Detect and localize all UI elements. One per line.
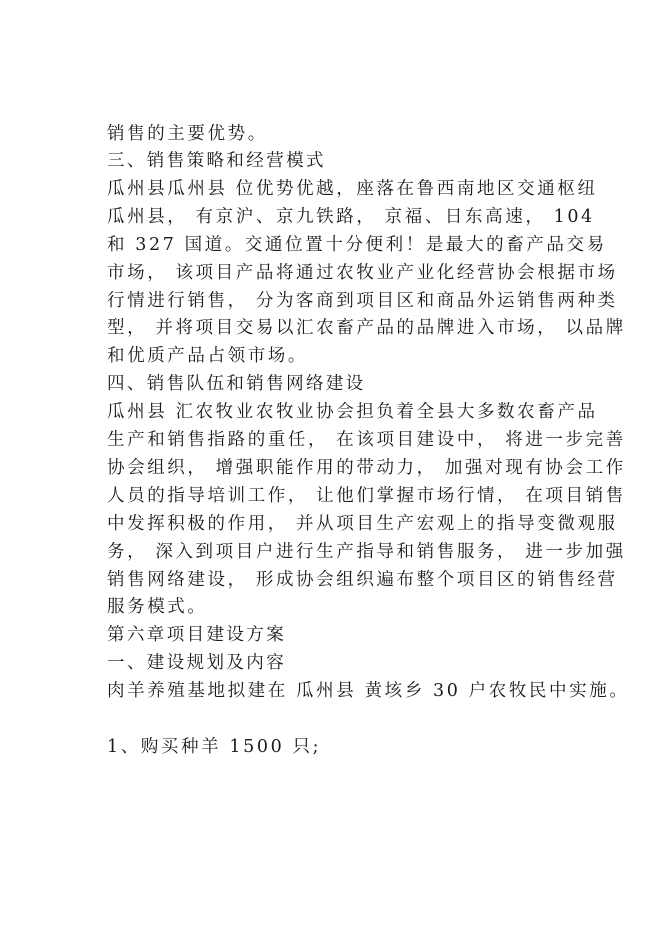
list-item: 1、购买种羊 1500 只; [107, 737, 322, 757]
paragraph-line: 销售的主要优势。 [107, 124, 268, 144]
paragraph-line: 生产和销售指路的重任， 在该项目建设中， 将进一步完善 [107, 430, 626, 450]
paragraph-line: 肉羊养殖基地拟建在 瓜州县 黄垓乡 30 户农牧民中实施。 [107, 681, 630, 701]
section-heading-sales-strategy: 三、销售策略和经营模式 [107, 151, 326, 171]
paragraph-line: 行情进行销售， 分为客商到项目区和商品外运销售两种类 [107, 291, 618, 311]
paragraph-line: 服务模式。 [107, 597, 208, 617]
paragraph-line: 瓜州县瓜州县 位优势优越，座落在鲁西南地区交通枢纽 [107, 179, 598, 199]
paragraph-line: 务， 深入到项目户进行生产指导和销售服务， 进一步加强 [107, 542, 626, 562]
paragraph-line: 协会组织， 增强职能作用的带动力， 加强对现有协会工作 [107, 458, 626, 478]
paragraph-line: 人员的指导培训工作， 让他们掌握市场行情， 在项目销售 [107, 486, 626, 506]
paragraph-line: 和 327 国道。交通位置十分便利！是最大的畜产品交易 [107, 235, 607, 255]
chapter-heading: 第六章项目建设方案 [107, 625, 287, 645]
paragraph-line: 销售网络建设， 形成协会组织遍布整个项目区的销售经营 [107, 570, 618, 590]
paragraph-line: 瓜州县 汇农牧业农牧业协会担负着全县大多数农畜产品 [107, 402, 598, 422]
paragraph-line: 中发挥积极的作用， 并从项目生产宏观上的指导变微观服 [107, 514, 618, 534]
section-heading-construction-plan: 一、建设规划及内容 [107, 653, 287, 673]
paragraph-line: 和优质产品占领市场。 [107, 346, 308, 366]
paragraph-line: 瓜州县， 有京沪、京九铁路， 京福、日东高速， 104 [107, 207, 595, 227]
paragraph-line: 型， 并将项目交易以汇农畜产品的品牌进入市场， 以品牌 [107, 318, 626, 338]
paragraph-line: 市场， 该项目产品将通过农牧业产业化经营协会根据市场 [107, 263, 618, 283]
section-heading-sales-team: 四、销售队伍和销售网络建设 [107, 374, 366, 394]
